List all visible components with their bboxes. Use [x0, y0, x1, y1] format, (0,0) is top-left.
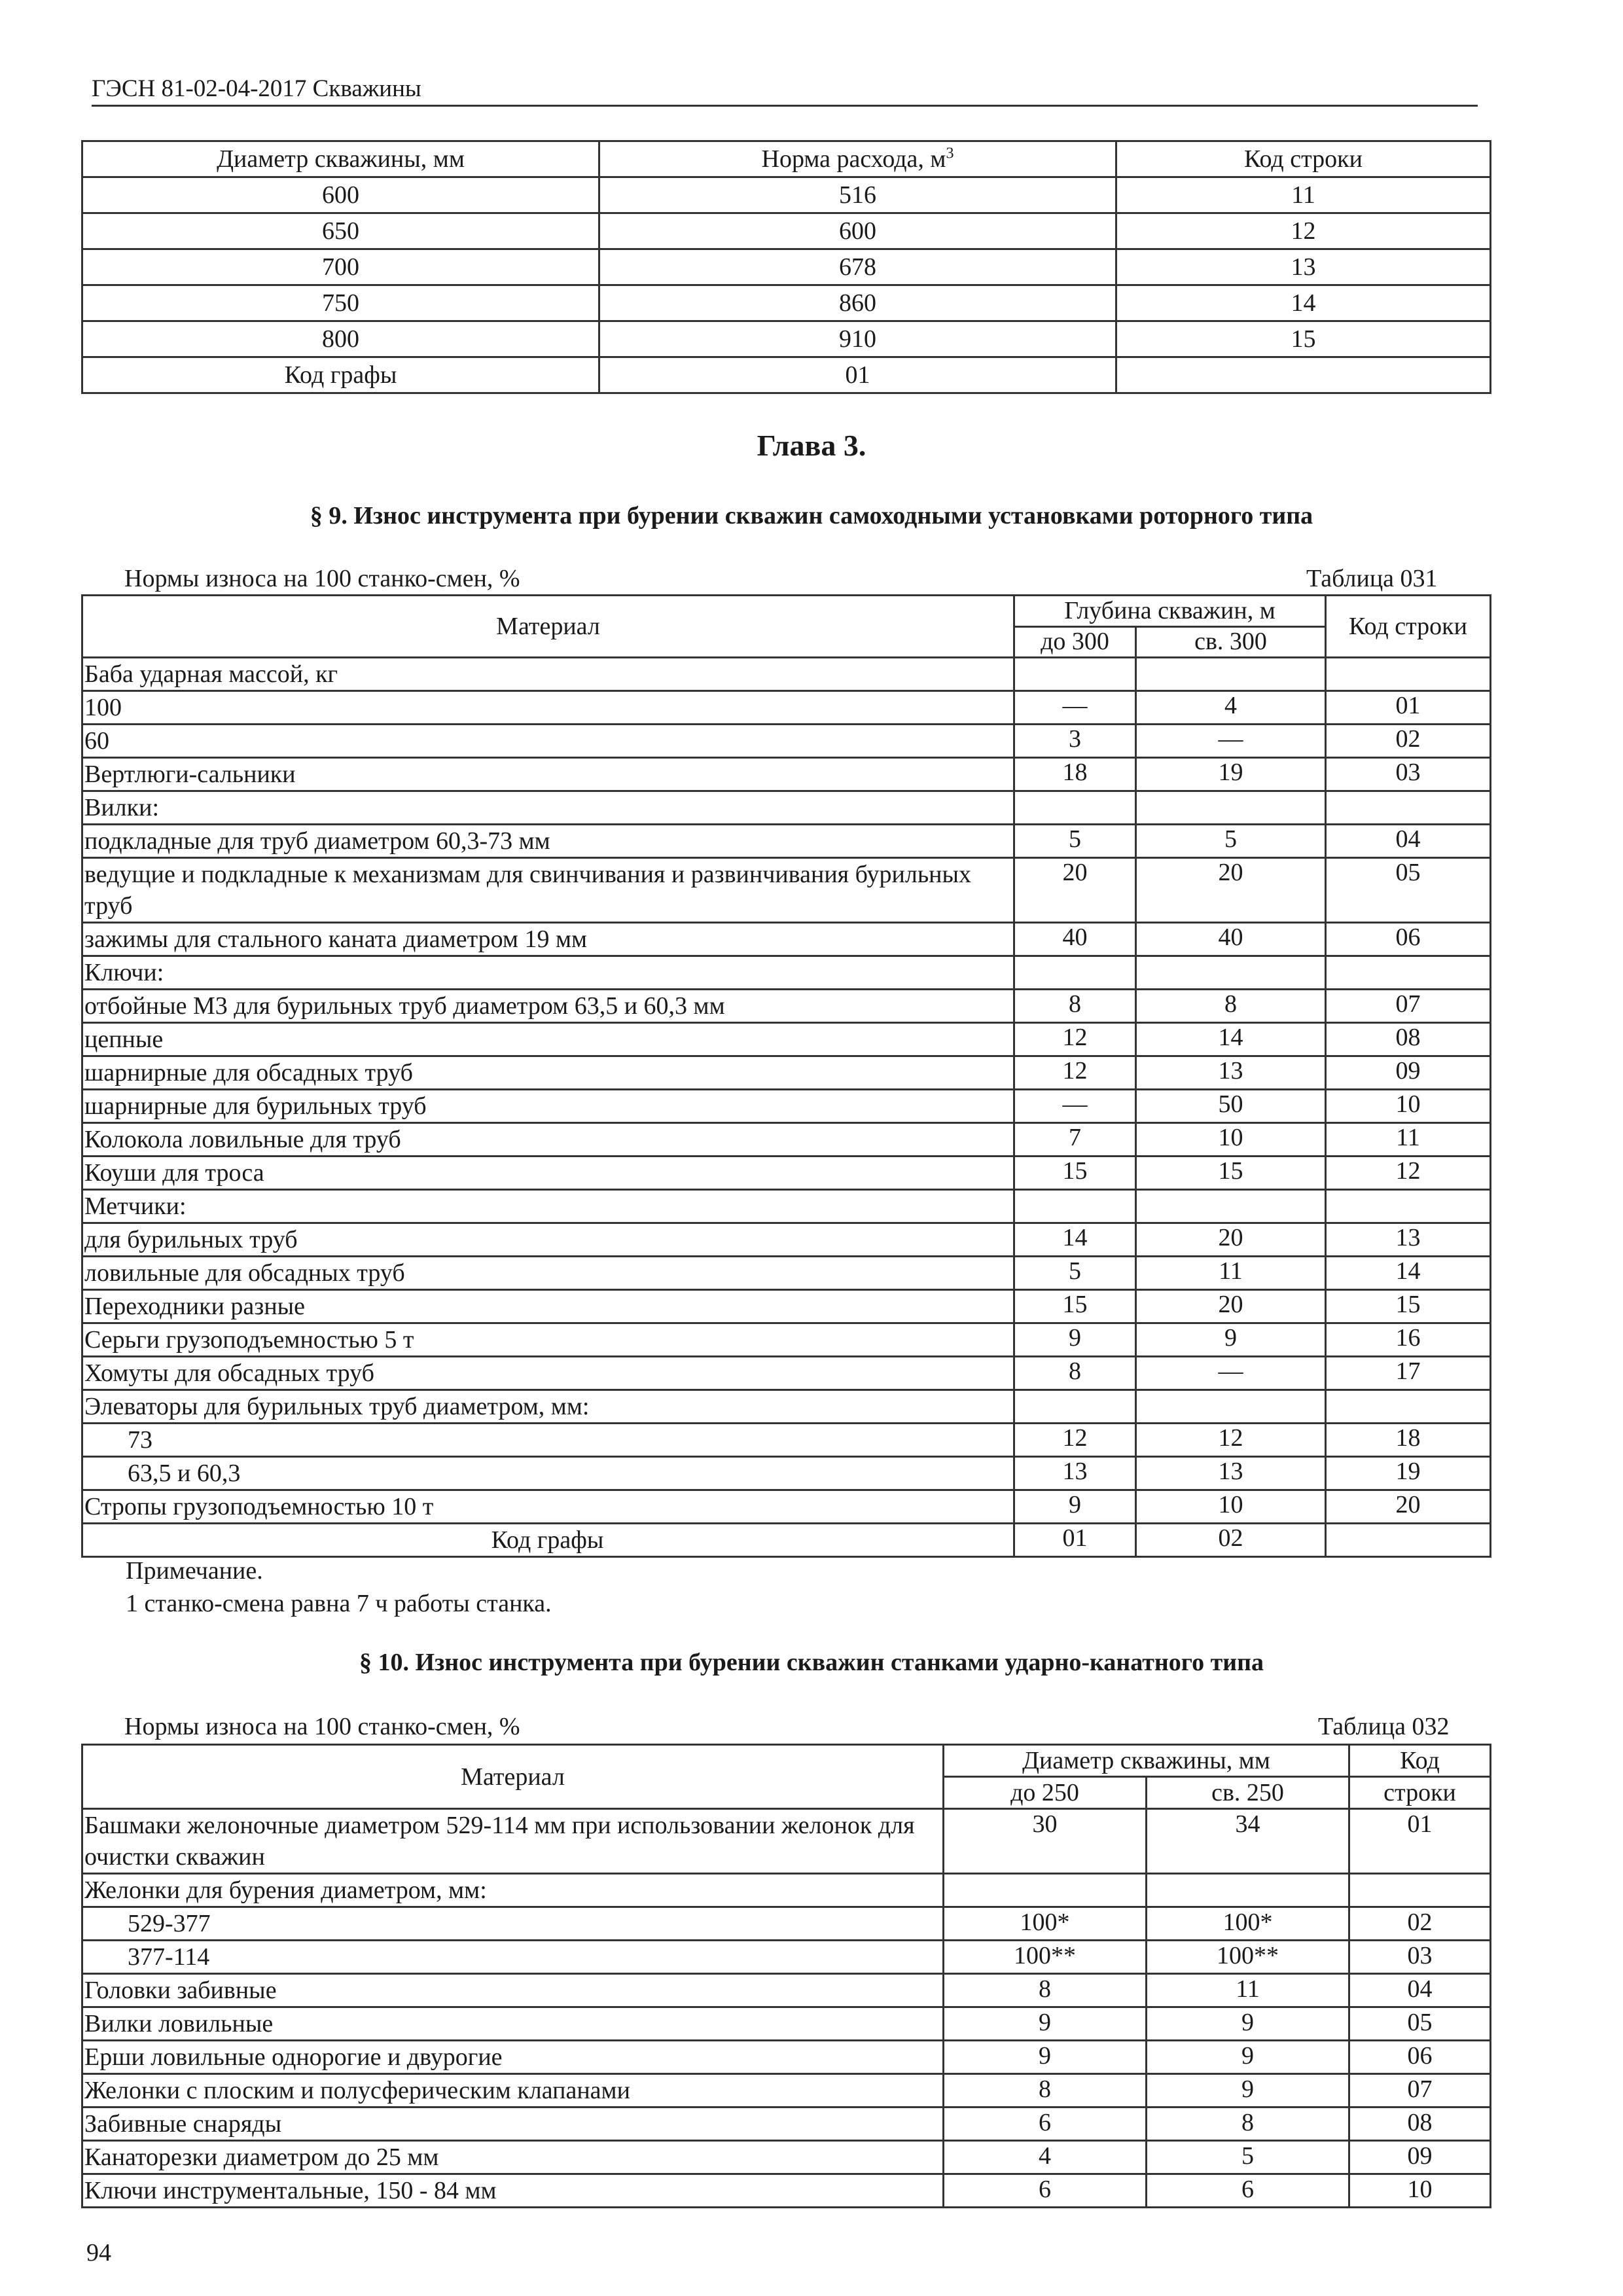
row-code-cell	[1326, 1390, 1491, 1424]
header-material: Материал	[82, 1745, 944, 1809]
material-cell: Вертлюги-сальники	[82, 758, 1014, 791]
table-header-row	[82, 596, 1491, 627]
row-code-cell: 05	[1326, 858, 1491, 923]
table-row	[82, 1290, 1491, 1323]
row-code-cell: 01	[1349, 1809, 1491, 1874]
value-col-2-cell: 100*	[1147, 1907, 1349, 1941]
row-code-cell	[1326, 658, 1491, 691]
page-number: 94	[86, 2239, 111, 2267]
header-diameter-group: Диаметр скважины, мм	[944, 1745, 1349, 1777]
header-col-2: св. 300	[1136, 626, 1326, 658]
row-code-cell: 08	[1326, 1023, 1491, 1056]
row-code-cell: 05	[1349, 2007, 1491, 2041]
row-code-cell: 10	[1326, 1090, 1491, 1123]
row-code-cell: 14	[1326, 1257, 1491, 1290]
header-col-1: до 250	[944, 1777, 1147, 1809]
value-col-1-cell: 100**	[944, 1941, 1147, 1974]
material-cell: Желонки с плоским и полусферическим клапанами	[82, 2074, 944, 2108]
value-col-2-cell: 50	[1136, 1090, 1326, 1123]
value-col-2-cell: 6	[1147, 2174, 1349, 2208]
norm-cell: 860	[599, 285, 1116, 321]
row-code-cell: 12	[1326, 1157, 1491, 1190]
row-code-cell: 08	[1349, 2108, 1491, 2141]
value-col-2-cell: 5	[1147, 2141, 1349, 2174]
value-col-1-cell: 8	[944, 1974, 1147, 2007]
table-row	[82, 177, 1491, 213]
material-cell: Код графы	[82, 1524, 1014, 1557]
diameter-cell: 750	[82, 285, 599, 321]
value-col-2-cell: —	[1136, 1357, 1326, 1390]
material-cell: 60	[82, 725, 1014, 758]
value-col-2-cell: 20	[1136, 858, 1326, 923]
row-code-cell: 02	[1349, 1907, 1491, 1941]
table-row	[82, 1323, 1491, 1357]
row-code-cell: 20	[1326, 1490, 1491, 1524]
table-031-number: Таблица 031	[1306, 565, 1438, 592]
table-body	[82, 1809, 1491, 2208]
row-code-cell	[1116, 357, 1491, 393]
header-norm-superscript: 3	[946, 145, 954, 162]
norm-cell: 600	[599, 213, 1116, 249]
table-row	[82, 285, 1491, 321]
material-cell: ловильные для обсадных труб	[82, 1257, 1014, 1290]
value-col-1-cell	[1014, 658, 1136, 691]
value-col-2-cell: 5	[1136, 825, 1326, 858]
material-cell: Элеваторы для бурильных труб диаметром, мм:	[82, 1390, 1014, 1424]
table-header-row	[82, 141, 1491, 177]
table-row	[82, 1974, 1491, 2007]
table-row	[82, 825, 1491, 858]
material-cell: ведущие и подкладные к механизмам для свинчивания и развинчивания бурильных труб	[82, 858, 1014, 923]
value-col-1-cell: 13	[1014, 1457, 1136, 1490]
material-cell: отбойные М3 для бурильных труб диаметром 63,5 и 60,3 мм	[82, 990, 1014, 1023]
value-col-2-cell: 8	[1147, 2108, 1349, 2141]
value-col-2-cell: 19	[1136, 758, 1326, 791]
value-col-1-cell: 9	[1014, 1490, 1136, 1524]
diameter-cell: 700	[82, 249, 599, 285]
value-col-1-cell: 9	[1014, 1323, 1136, 1357]
material-cell: Желонки для бурения диаметром, мм:	[82, 1874, 944, 1907]
value-col-1-cell: 9	[944, 2007, 1147, 2041]
table-031-caption: Нормы износа на 100 станко-смен, %	[124, 565, 520, 592]
diameter-cell: 800	[82, 321, 599, 357]
value-col-2-cell	[1136, 658, 1326, 691]
value-col-2-cell	[1147, 1874, 1349, 1907]
value-col-1-cell: 4	[944, 2141, 1147, 2174]
table-row	[82, 2141, 1491, 2174]
row-code-cell: 10	[1349, 2174, 1491, 2208]
material-cell: Серьги грузоподъемностью 5 т	[82, 1323, 1014, 1357]
material-cell: 63,5 и 60,3	[82, 1457, 1014, 1490]
row-code-cell: 11	[1326, 1123, 1491, 1157]
table-row	[82, 1123, 1491, 1157]
table-row	[82, 1157, 1491, 1190]
row-code-cell: 17	[1326, 1357, 1491, 1390]
material-cell: Вилки:	[82, 791, 1014, 825]
table-row	[82, 1907, 1491, 1941]
material-cell: 100	[82, 691, 1014, 725]
header-col-2: св. 250	[1147, 1777, 1349, 1809]
material-cell: Канаторезки диаметром до 25 мм	[82, 2141, 944, 2174]
value-col-1-cell	[1014, 1190, 1136, 1223]
value-col-1-cell: 6	[944, 2174, 1147, 2208]
table-row	[82, 658, 1491, 691]
table-row	[82, 858, 1491, 923]
header-code-top: Код	[1349, 1745, 1491, 1777]
table-row	[82, 213, 1491, 249]
value-col-2-cell: 11	[1136, 1257, 1326, 1290]
chapter-heading: Глава 3.	[757, 429, 866, 462]
value-col-1-cell: 12	[1014, 1023, 1136, 1056]
value-col-1-cell: 7	[1014, 1123, 1136, 1157]
value-col-1-cell: —	[1014, 691, 1136, 725]
row-code-cell: 13	[1116, 249, 1491, 285]
value-col-1-cell	[944, 1874, 1147, 1907]
value-col-1-cell: 5	[1014, 1257, 1136, 1290]
well-diameter-table	[81, 140, 1491, 394]
value-col-1-cell: 9	[944, 2041, 1147, 2074]
value-col-1-cell: 12	[1014, 1424, 1136, 1457]
row-code-cell: 09	[1349, 2141, 1491, 2174]
value-col-1-cell: 01	[1014, 1524, 1136, 1557]
table-row	[82, 2174, 1491, 2208]
material-cell: Башмаки желоночные диаметром 529-114 мм при использовании желонок для очистки скважин	[82, 1809, 944, 1874]
header-norm	[599, 141, 1116, 177]
header-code-bottom: строки	[1349, 1777, 1491, 1809]
table-row	[82, 249, 1491, 285]
value-col-1-cell: 8	[944, 2074, 1147, 2108]
table-body	[82, 177, 1491, 393]
material-cell: Ерши ловильные однорогие и двурогие	[82, 2041, 944, 2074]
value-col-2-cell: 10	[1136, 1123, 1326, 1157]
material-cell: шарнирные для бурильных труб	[82, 1090, 1014, 1123]
value-col-1-cell	[1014, 956, 1136, 990]
material-cell: Переходники разные	[82, 1290, 1014, 1323]
table-row	[82, 1190, 1491, 1223]
value-col-1-cell: —	[1014, 1090, 1136, 1123]
note-text: 1 станко-смена равна 7 ч работы станка.	[126, 1590, 552, 1617]
table-row	[82, 1357, 1491, 1390]
value-col-2-cell: 02	[1136, 1524, 1326, 1557]
table-row	[82, 1874, 1491, 1907]
norm-cell: 01	[599, 357, 1116, 393]
value-col-2-cell	[1136, 1190, 1326, 1223]
table-header-row	[82, 1745, 1491, 1777]
row-code-cell: 07	[1349, 2074, 1491, 2108]
value-col-1-cell: 6	[944, 2108, 1147, 2141]
table-row	[82, 1809, 1491, 1874]
row-code-cell: 03	[1349, 1941, 1491, 1974]
diameter-cell: Код графы	[82, 357, 599, 393]
table-row	[82, 1257, 1491, 1290]
material-cell: Хомуты для обсадных труб	[82, 1357, 1014, 1390]
row-code-cell: 09	[1326, 1056, 1491, 1090]
value-col-1-cell: 20	[1014, 858, 1136, 923]
header-row-code: Код строки	[1326, 596, 1491, 658]
value-col-2-cell: 8	[1136, 990, 1326, 1023]
header-diameter: Диаметр скважины, мм	[82, 141, 599, 177]
value-col-2-cell: 12	[1136, 1424, 1326, 1457]
section-9-title: § 9. Износ инструмента при бурении скважин самоходными установками роторного типа	[310, 502, 1313, 529]
value-col-2-cell: 34	[1147, 1809, 1349, 1874]
value-col-2-cell: 9	[1147, 2007, 1349, 2041]
material-cell: Коуши для троса	[82, 1157, 1014, 1190]
row-code-cell: 04	[1349, 1974, 1491, 2007]
value-col-1-cell: 100*	[944, 1907, 1147, 1941]
row-code-cell: 19	[1326, 1457, 1491, 1490]
table-row	[82, 1056, 1491, 1090]
row-code-cell: 11	[1116, 177, 1491, 213]
row-code-cell: 16	[1326, 1323, 1491, 1357]
table-032-caption: Нормы износа на 100 станко-смен, %	[124, 1713, 520, 1740]
value-col-1-cell: 18	[1014, 758, 1136, 791]
value-col-2-cell: 13	[1136, 1457, 1326, 1490]
value-col-2-cell: 9	[1147, 2074, 1349, 2108]
row-code-cell	[1349, 1874, 1491, 1907]
value-col-1-cell	[1014, 1390, 1136, 1424]
value-col-1-cell: 12	[1014, 1056, 1136, 1090]
material-cell: Ключи инструментальные, 150 - 84 мм	[82, 2174, 944, 2208]
header-depth-group: Глубина скважин, м	[1014, 596, 1326, 627]
value-col-2-cell: 11	[1147, 1974, 1349, 2007]
table-row	[82, 923, 1491, 956]
material-cell: Забивные снаряды	[82, 2108, 944, 2141]
row-code-cell: 15	[1116, 321, 1491, 357]
material-cell: Метчики:	[82, 1190, 1014, 1223]
material-cell: для бурильных труб	[82, 1223, 1014, 1257]
diameter-cell: 650	[82, 213, 599, 249]
value-col-1-cell: 5	[1014, 825, 1136, 858]
value-col-1-cell: 3	[1014, 725, 1136, 758]
row-code-cell: 07	[1326, 990, 1491, 1023]
value-col-2-cell: 20	[1136, 1290, 1326, 1323]
norm-cell: 516	[599, 177, 1116, 213]
material-cell: 377-114	[82, 1941, 944, 1974]
table-row	[82, 758, 1491, 791]
material-cell: 73	[82, 1424, 1014, 1457]
value-col-2-cell: 20	[1136, 1223, 1326, 1257]
norm-cell: 678	[599, 249, 1116, 285]
table-row	[82, 357, 1491, 393]
value-col-1-cell: 8	[1014, 1357, 1136, 1390]
row-code-cell: 01	[1326, 691, 1491, 725]
table-row	[82, 1090, 1491, 1123]
row-code-cell: 04	[1326, 825, 1491, 858]
norm-cell: 910	[599, 321, 1116, 357]
material-cell: Вилки ловильные	[82, 2007, 944, 2041]
table-row	[82, 1524, 1491, 1557]
table-row	[82, 691, 1491, 725]
header-col-1: до 300	[1014, 626, 1136, 658]
header-row-code: Код строки	[1116, 141, 1491, 177]
material-cell: Баба ударная массой, кг	[82, 658, 1014, 691]
row-code-cell: 02	[1326, 725, 1491, 758]
row-code-cell: 13	[1326, 1223, 1491, 1257]
value-col-2-cell: 40	[1136, 923, 1326, 956]
row-code-cell	[1326, 956, 1491, 990]
section-10-title: § 10. Износ инструмента при бурении скважин станками ударно-канатного типа	[359, 1649, 1264, 1676]
value-col-2-cell	[1136, 1390, 1326, 1424]
value-col-2-cell: 10	[1136, 1490, 1326, 1524]
row-code-cell	[1326, 1524, 1491, 1557]
table-body	[82, 658, 1491, 1557]
table-row	[82, 791, 1491, 825]
diameter-cell: 600	[82, 177, 599, 213]
value-col-2-cell: 4	[1136, 691, 1326, 725]
material-cell: шарнирные для обсадных труб	[82, 1056, 1014, 1090]
table-row	[82, 1490, 1491, 1524]
table-row	[82, 2108, 1491, 2141]
table-row	[82, 2074, 1491, 2108]
table-row	[82, 321, 1491, 357]
material-cell: зажимы для стального каната диаметром 19 мм	[82, 923, 1014, 956]
material-cell: 529-377	[82, 1907, 944, 1941]
table-row	[82, 990, 1491, 1023]
value-col-1-cell: 30	[944, 1809, 1147, 1874]
material-cell: Ключи:	[82, 956, 1014, 990]
value-col-2-cell	[1136, 791, 1326, 825]
table-row	[82, 2041, 1491, 2074]
value-col-2-cell: 9	[1136, 1323, 1326, 1357]
row-code-cell: 06	[1349, 2041, 1491, 2074]
material-cell: Колокола ловильные для труб	[82, 1123, 1014, 1157]
value-col-2-cell: 9	[1147, 2041, 1349, 2074]
table-row	[82, 1023, 1491, 1056]
table-row	[82, 1424, 1491, 1457]
table-032-number: Таблица 032	[1318, 1713, 1450, 1740]
row-code-cell: 14	[1116, 285, 1491, 321]
value-col-2-cell: 14	[1136, 1023, 1326, 1056]
row-code-cell	[1326, 1190, 1491, 1223]
table-032	[81, 1744, 1491, 2208]
row-code-cell: 06	[1326, 923, 1491, 956]
row-code-cell: 15	[1326, 1290, 1491, 1323]
table-row	[82, 1390, 1491, 1424]
value-col-1-cell: 15	[1014, 1157, 1136, 1190]
value-col-1-cell: 40	[1014, 923, 1136, 956]
row-code-cell: 12	[1116, 213, 1491, 249]
value-col-2-cell: 100**	[1147, 1941, 1349, 1974]
row-code-cell	[1326, 791, 1491, 825]
table-row	[82, 725, 1491, 758]
material-cell: Головки забивные	[82, 1974, 944, 2007]
value-col-2-cell	[1136, 956, 1326, 990]
value-col-2-cell: 15	[1136, 1157, 1326, 1190]
value-col-1-cell	[1014, 791, 1136, 825]
table-row	[82, 1223, 1491, 1257]
table-031	[81, 594, 1491, 1558]
value-col-1-cell: 14	[1014, 1223, 1136, 1257]
running-header: ГЭСН 81-02-04-2017 Скважины	[92, 73, 1478, 107]
material-cell: цепные	[82, 1023, 1014, 1056]
material-cell: Стропы грузоподъемностью 10 т	[82, 1490, 1014, 1524]
note-label: Примечание.	[126, 1557, 263, 1585]
value-col-2-cell: 13	[1136, 1056, 1326, 1090]
table-row	[82, 2007, 1491, 2041]
value-col-1-cell: 15	[1014, 1290, 1136, 1323]
material-cell: подкладные для труб диаметром 60,3-73 мм	[82, 825, 1014, 858]
row-code-cell: 03	[1326, 758, 1491, 791]
header-norm-text: Норма расхода, м	[761, 145, 946, 173]
value-col-1-cell: 8	[1014, 990, 1136, 1023]
table-row	[82, 1457, 1491, 1490]
row-code-cell: 18	[1326, 1424, 1491, 1457]
value-col-2-cell: —	[1136, 725, 1326, 758]
table-row	[82, 956, 1491, 990]
header-material: Материал	[82, 596, 1014, 658]
table-row	[82, 1941, 1491, 1974]
